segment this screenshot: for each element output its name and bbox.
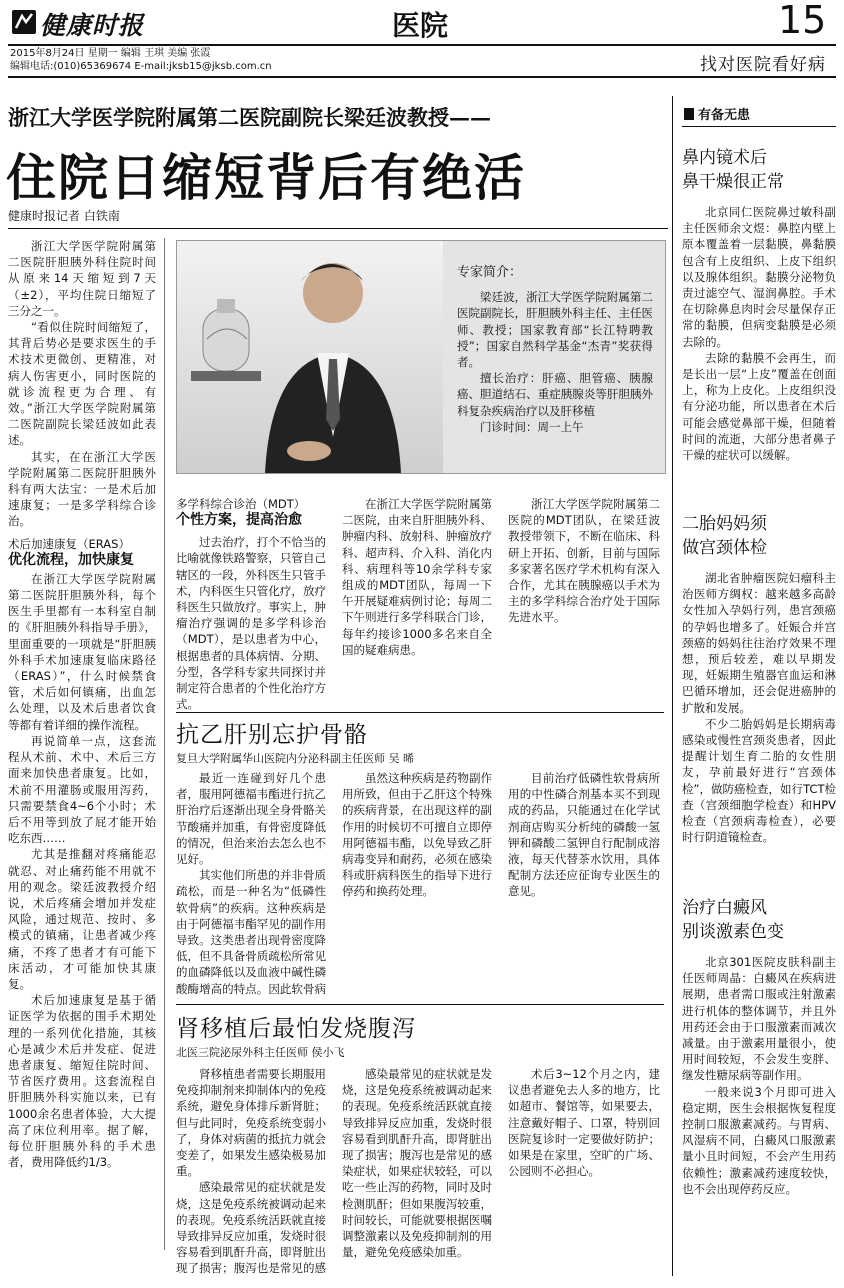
sidebar-header-label: 有备无患 [698,108,751,123]
subhead-mdt-title: 个性方案，提高治愈 [176,512,302,529]
sidebar-paragraph: 去除的黏膜不会再生，而是长出一层“上皮”覆盖在创面上，称为上皮化。上皮组织没有分泌功能，所以患者在术后可能会感觉鼻部干燥，但随着时间的流逝，大部分患者鼻子干燥的症状可以缓解。 [682,350,836,463]
profile-text [457,265,653,435]
profile-specialty: 擅长治疗：肝癌、胆管癌、胰腺癌、胆道结石、重症胰腺炎等肝胆胰外科复杂疾病治疗以及肝移植 [457,371,653,418]
sidebar-article-title: 做宫颈体检 [682,538,767,558]
hepatitis-column-2 [342,770,492,996]
logo-emblem-icon [12,10,36,34]
lead-column-3 [342,496,492,712]
lead-paragraph: 再说简单一点，这套流程从术前、术中、术后三方面来加快患者康复。比如，术前不用灌肠或服用泻药，只需要禁食4~6个小时；术后不用等到放了屁才能开始吃东西…… [8,733,156,846]
masthead [0,0,844,80]
section-rule [176,1004,664,1005]
sidebar-divider [672,96,673,1276]
hepatitis-column-3 [508,770,660,996]
lead-column-2 [176,496,326,712]
lead-paragraph: 浙江大学医学院附属第二医院肝胆胰外科住院时间从原来14天缩短到7天（±2），平均住院日缩短了三分之一。 [8,239,156,318]
sidebar-header [684,104,834,123]
transplant-column-2 [342,1066,492,1278]
column-divider [164,238,165,1250]
transplant-paragraph: 感染最常见的症状就是发烧，这是免疫系统被调动起来的表现。免疫系统活跃就直接导致排异反应加重，发烧时很容易看到肌酐升高，即肾脏出现了损害；腹泻也是常见的感 [176,1180,326,1276]
lead-column-left [8,238,156,1170]
subhead-eras: 术后加速康复（ERAS） [8,536,130,551]
lead-paragraph: 尤其是推翻对疼痛能忍就忍、对止痛药能不用就不用的观念。梁廷波教授介绍说，术后疼痛会增加并发症风险，通过规范、按时、多模式的镇痛，让患者减少疼痛，不疼了患者才有可能下床活动，才可能加快其康复。 [8,847,156,991]
sidebar-paragraph: 湖北省肿瘤医院妇瘤科主治医师方绸权：越来越多高龄女性加入孕妈行列，患宫颈癌的孕妈也增多了。妊娠合并宫颈癌的妈妈往往治疗效果不理想，预后较差，难以早期发现，妊娠期生殖器官血运和淋巴循环增加，还会促进癌肿的扩散和发展。 [682,571,836,715]
sidebar-article-title: 治疗白癜风 [682,898,767,918]
sidebar-paragraph: 北京301医院皮肤科副主任医师周晶：白癜风在疾病进展期，患者需口服或注射激素进行机体的整体调节，并且外用药还会由于口服激素而减次减量。由于激素用量很小，使用时间较短，不会发生变胖、继发性糖尿病等副作用。 [682,955,836,1083]
sidebar-article-title: 二胎妈妈须 [682,514,767,534]
sidebar-article-3 [682,896,836,1276]
lead-kicker: 浙江大学医学院附属第二医院副院长梁廷波教授—— [8,105,491,130]
lead-paragraph: 过去治疗，打个不恰当的比喻就像铁路警察，只管自己辖区的一段，外科医生只管手术，内科医生只管化疗，放疗科医生只做放疗。事实上，肿瘤治疗强调的是多学科诊治（MDT），是以患者为中心，根据患者的具体病情、分期、分型，各学科专家共同探讨并制定符合患者的个性化治疗方式。 [176,535,326,712]
date-line: 2015年8月24日 星期一 编辑 王琪 美编 张霞 [10,48,211,59]
sidebar-article-2 [682,512,836,845]
hepatitis-title: 抗乙肝别忘护骨骼 [176,722,368,748]
sidebar-header-marker-icon [684,108,694,120]
lead-byline: 健康时报记者 白铁南 [8,209,120,223]
hepatitis-paragraph: 目前治疗低磷性软骨病所用的中性磷合剂基本买不到现成的药品，只能通过在化学试剂商店购买分析纯的磷酸一氢钾和磷酸二氢钾自行配制成溶液，每天代替茶水饮用，具体配制方法还应征询专业医生的意见。 [508,771,660,899]
newspaper-logo: 健康时报 [40,11,145,40]
sidebar-article-title: 别谈激素色变 [682,922,784,942]
profile-clinic: 门诊时间：周一上午 [480,419,584,434]
subhead-mdt: 多学科综合诊治（MDT） [176,497,306,511]
section-rule [176,712,664,713]
transplant-column-1 [176,1066,326,1278]
sidebar-article-1 [682,146,836,463]
lead-paragraph: 浙江大学医学院附属第二医院的MDT团队，在梁廷波教授带领下，不断在临床、科研上开拓、创新，目前与国际多家著名医疗学术机构有深入合作，尤其在胰腺癌以手术为主的多学科综合治疗处于国际先进水平。 [508,497,660,625]
profile-title: 专家简介： [457,265,523,280]
hepatitis-paragraph: 其实他们所患的并非骨质疏松，而是一种名为“低磷性软骨病”的疾病。这种疾病是由于阿德福韦酯罕见的副作用导致。这类患者出现骨密度降低，但不具备骨质疏松所常见的血磷降低以及血液中碱性磷酸酶增高的特点。因此软骨病 [176,868,326,996]
transplant-paragraph: 感染最常见的症状就是发烧，这是免疫系统被调动起来的表现。免疫系统活跃就直接导致排异反应加重，发烧时很容易看到肌酐升高，即肾脏出现了损害；腹泻也是常见的感染症状，如果症状较轻，可以吃一些止泻的药物，同时及时检测肌酐；但如果腹泻较重，时间较长，可能就要根据医嘱调整激素以及免疫抑制剂的用量，避免免疫感染加重。 [342,1067,492,1260]
hepatitis-column-1 [176,770,326,996]
lead-paragraph: 在浙江大学医学院附属第二医院肝胆胰外科，每个医生手里都有一本科室自制的《肝胆胰外科指导手册》，里面重要的一项就是“肝胆胰外科手术加速康复临床路径（ERAS）”，什么时候禁食管，术后如何镇痛，出血怎么处理，以及术后患者饮食等都有着详细的操作流程。 [8,571,156,732]
hepatitis-byline: 复旦大学附属华山医院内分泌科副主任医师 吴 晞 [176,752,414,765]
page-number: 15 [778,0,827,42]
profile-box [176,240,666,474]
sidebar-article-title: 鼻内镜术后 [682,148,767,168]
profile-bio: 梁廷波，浙江大学医学院附属第二医院副院长，肝胆胰外科主任、主任医师、教授；国家教育部“长江特聘教授”；国家自然科学基金“杰青”奖获得者。 [457,290,653,370]
lead-paragraph: 术后加速康复是基于循证医学为依据的围手术期处理的一系列优化措施，其核心是减少术后并发症、促进患者康复、缩短住院时间、节省医疗费用。这套流程自肝胆胰外科实施以来，已有1000余名患者体验，大大提高了床位利用率。据了解，每位肝胆胰外科的手术患者，费用降低约1/3。 [8,993,156,1170]
sidebar-paragraph: 不少二胎妈妈是长期病毒感染或慢性宫颈炎患者，因此提醒计划生育二胎的女性朋友，孕前最好进行“宫颈体检”，做防癌检查，如行TCT检查（宫颈细胞学检查）和HPV检查（宫颈病毒检查），必要时行阴道镜检查。 [682,716,836,845]
transplant-paragraph: 肾移植患者需要长期服用免疫抑制剂来抑制体内的免疫系统，避免身体排斥新肾脏；但与此同时，免疫系统变弱小了，身体对病菌的抵抗力就会变差了，如果发生感染极易加重。 [176,1067,326,1179]
lead-column-4 [508,496,660,712]
headline-rule [8,228,668,229]
transplant-byline: 北医三院泌尿外科主任医师 侯小飞 [176,1046,345,1059]
lead-paragraph: 在浙江大学医学院附属第二医院，由来自肝胆胰外科、肿瘤内科、放射科、肿瘤放疗科、超声科、介入科、消化内科、病理科等10余学科专家组成的MDT团队，每周一下午开展疑难病例讨论；每周二下午则进行多学科联合门诊，每年约接诊1000多名来自全国的疑难病患。 [342,497,492,657]
section-title: 医院 [392,9,449,42]
masthead-bottom-rule [8,76,836,78]
lead-headline: 住院日缩短背后有绝活 [6,148,526,207]
transplant-title: 肾移植后最怕发烧腹泻 [176,1016,416,1042]
transplant-paragraph: 术后3~12个月之内，建议患者避免去人多的地方，比如超市、餐馆等，如果要去，注意戴好帽子、口罩，特别回医院复诊时一定要做好防护；如果是在家里，空旷的广场、公园则不必担心。 [508,1067,660,1179]
sidebar-paragraph: 北京同仁医院鼻过敏科副主任医师余文煜：鼻腔内壁上原本覆盖着一层黏膜，鼻黏膜包含有上皮组织、上皮下组织以及腺体组织。黏膜分泌物负责过滤空气、湿润鼻腔。手术在切除鼻息肉时会尽量保存正常的黏膜，但病变黏膜是必须去除的。 [682,205,836,349]
hepatitis-paragraph: 虽然这种疾病是药物副作用所致，但由于乙肝这个特殊的疾病背景，在出现这样的副作用的时候切不可擅自立即停用阿德福韦酯，以免导致乙肝病毒变异和耐药，必须在感染科或肝病科医生的指导下进行停药和换药处理。 [342,771,492,899]
expert-photo [177,241,443,473]
masthead-rule [8,44,836,46]
contact-line: 编辑电话:(010)65369674 E-mail:jksb15@jksb.com.cn [10,61,272,72]
hepatitis-paragraph: 最近一连碰到好几个患者，服用阿德福韦酯进行抗乙肝治疗后逐渐出现全身骨骼关节酸痛并加重，有骨密度降低的情况，但治来治去怎么也不见好。 [176,771,326,867]
lead-paragraph: 其实，在在浙江大学医学院附属第二医院肝胆胰外科有两大法宝：一是术后加速康复；一是多学科综合诊治。 [8,449,156,529]
transplant-column-3 [508,1066,660,1278]
sidebar-article-title: 鼻干燥很正常 [682,172,784,192]
lead-paragraph: “看似住院时间缩短了，其背后势必是要求医生的手术技术更微创、更精准，对病人伤害更小，同时医院的就诊流程更为合理、有效。”浙江大学医学院附属第二医院副院长梁廷波如此表述。 [8,320,156,448]
section-slogan: 找对医院看好病 [700,55,826,75]
subhead-eras-title: 优化流程，加快康复 [8,551,134,568]
sidebar-header-rule [682,126,836,127]
sidebar-paragraph: 一般来说3个月即可进入稳定期，医生会根据恢复程度控制口服激素减药。与胃病、风湿病不同，白癜风口服激素量小且时间短，不会产生用药依赖性；激素减药速度较快，也不会出现停药反应。 [682,1084,836,1196]
